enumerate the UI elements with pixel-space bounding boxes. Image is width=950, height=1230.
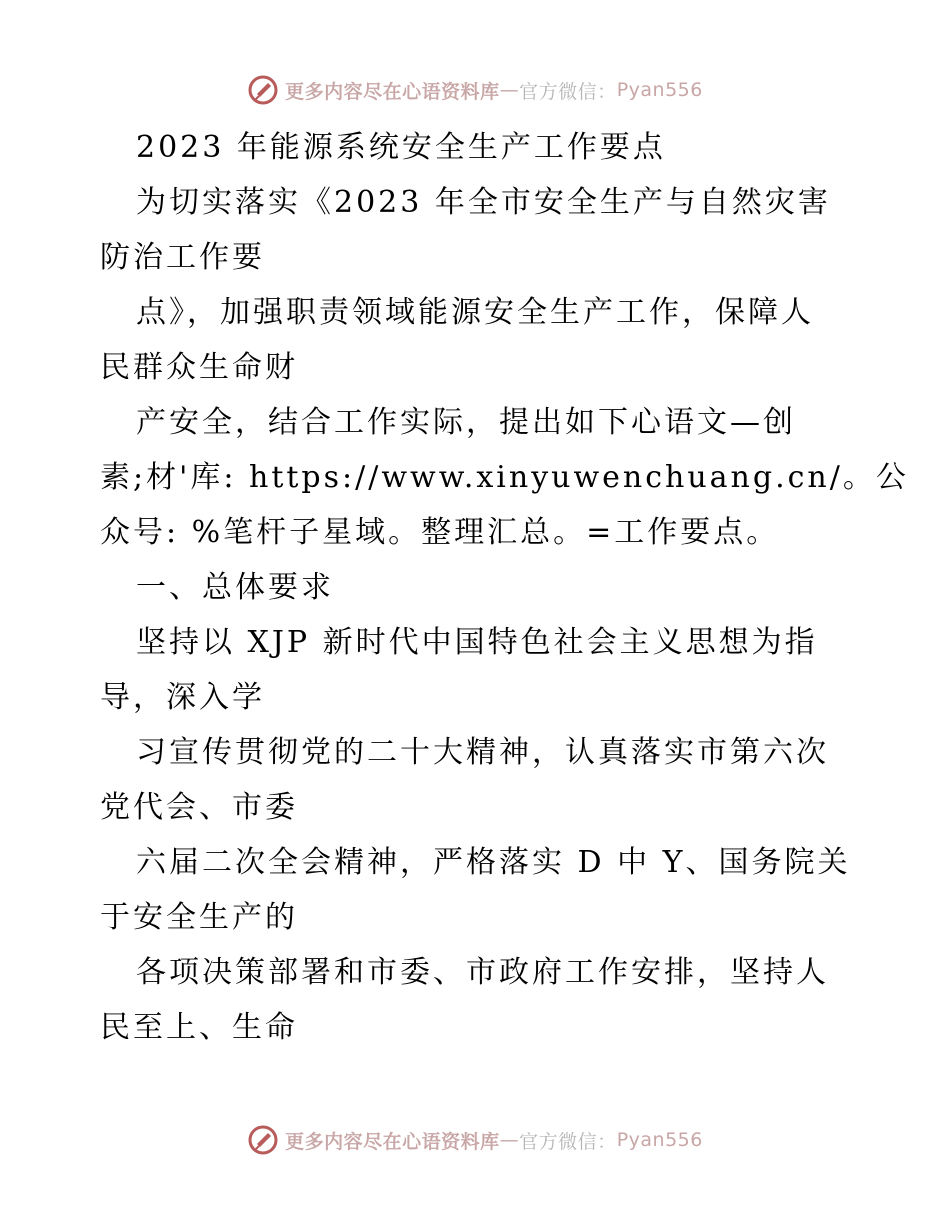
text-line: 素;材'库: https://www.xinyuwenchuang.cn/。公: [100, 460, 909, 495]
text-line: 导，深入学: [100, 680, 265, 715]
text-line: 防治工作要: [100, 240, 265, 275]
watermark-header: [0, 70, 950, 110]
watermark-wechat-id: Pyan556: [616, 1129, 703, 1151]
logo-icon: [247, 1124, 279, 1156]
text-line: 坚持以 XJP 新时代中国特色社会主义思想为指: [136, 625, 818, 660]
text-line: 党代会、市委: [100, 790, 298, 825]
text-line: 众号: %笔杆子星域。整理汇总。=工作要点。: [100, 515, 780, 550]
text-line: 各项决策部署和市委、市政府工作安排，坚持人: [136, 955, 829, 990]
text-line: 点》，加强职责领域能源安全生产工作，保障人: [136, 295, 814, 330]
text-line: 于安全生产的: [100, 900, 298, 935]
watermark-main-text: 更多内容尽在心语资料库: [285, 80, 500, 103]
section-heading: 一、总体要求: [136, 570, 334, 605]
document-title: 2023 年能源系统安全生产工作要点: [136, 130, 666, 165]
watermark-official-label: 官方微信：: [519, 1130, 617, 1153]
watermark-main-text: 更多内容尽在心语资料库: [285, 1130, 500, 1153]
text-line: 六届二次全会精神，严格落实 D 中 Y、国务院关: [136, 845, 851, 880]
watermark-dash: —: [499, 1129, 520, 1151]
text-line: 为切实落实《2023 年全市安全生产与自然灾害: [136, 185, 831, 220]
document-body: [100, 120, 909, 1055]
text-line: 民至上、生命: [100, 1010, 298, 1045]
watermark-wechat-id: Pyan556: [616, 79, 703, 101]
text-line: 产安全，结合工作实际，提出如下心语文—创: [136, 405, 796, 440]
watermark-official-label: 官方微信：: [519, 80, 617, 103]
text-line: 民群众生命财: [100, 350, 298, 385]
text-line: 习宣传贯彻党的二十大精神，认真落实市第六次: [136, 735, 829, 770]
logo-icon: [247, 74, 279, 106]
watermark-dash: —: [499, 79, 520, 101]
watermark-footer: [0, 1120, 950, 1160]
